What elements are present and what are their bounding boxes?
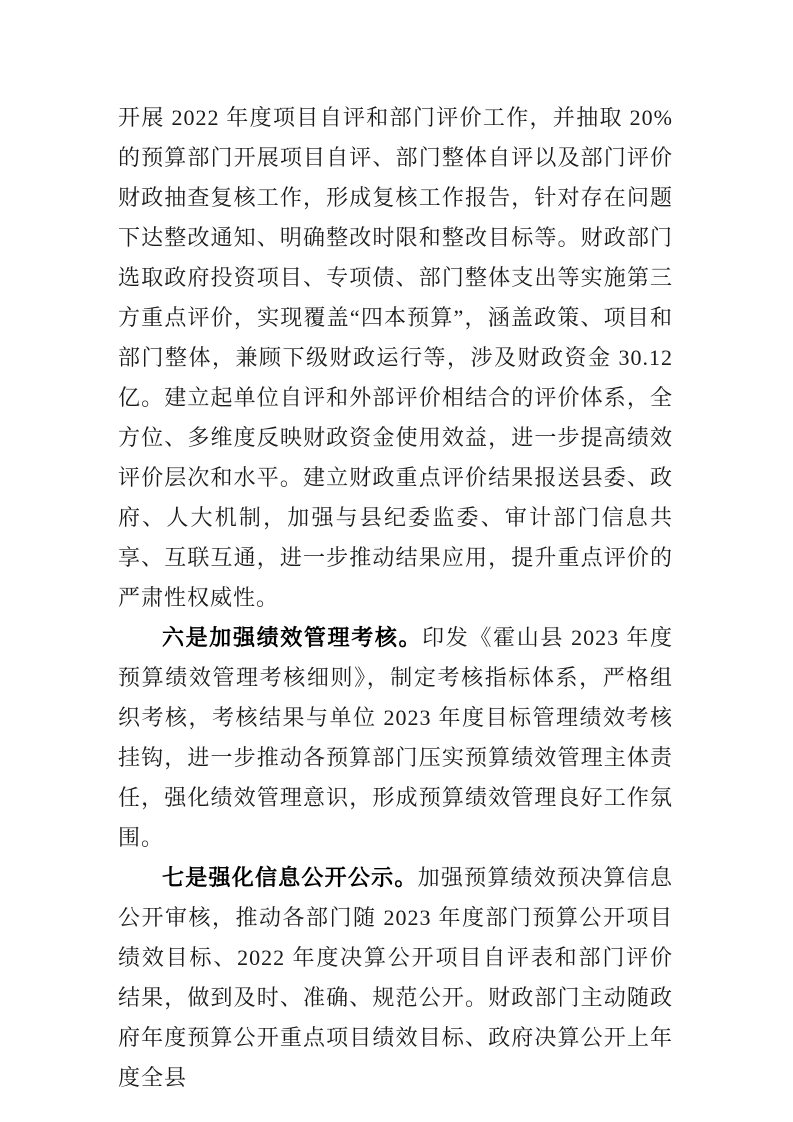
paragraph-lead: 七是强化信息公开公示。 [162,865,418,890]
paragraph-text: 印发《霍山县 2023 年度预算绩效管理考核细则》，制定考核指标体系，严格组织考核，考核结果与单位 2023 年度目标管理绩效考核挂钩，进一步推动各预算部门压实预算绩效管理主体责任，强化绩效管理意识，形成预算绩效管理良好工作氛围。 [118,625,673,850]
paragraph-item-six [118,618,673,858]
paragraph-text: 加强预算绩效预决算信息公开审核，推动各部门随 2023 年度部门预算公开项目绩效目标、2022 年度决算公开项目自评表和部门评价结果，做到及时、准确、规范公开。财政部门主动随政府年度预算公开重点项目绩效目标、政府决算公开上年度全县 [118,865,673,1090]
paragraph-text: 开展 2022 年度项目自评和部门评价工作，并抽取 20% 的预算部门开展项目自评、部门整体自评以及部门评价财政抽查复核工作，形成复核工作报告，针对存在问题下达整改通知、明确整改时限和整改目标等。财政部门选取政府投资项目、专项债、部门整体支出等实施第三方重点评价，实现覆盖“四本预算”，涵盖政策、项目和部门整体，兼顾下级财政运行等，涉及财政资金 30.12 亿。建立起单位自评和外部评价相结合的评价体系，全方位、多维度反映财政资金使用效益，进一步提高绩效评价层次和水平。建立财政重点评价结果报送县委、政府、人大机制，加强与县纪委监委、审计部门信息共享、互联互通，进一步推动结果应用，提升重点评价的严肃性权威性。 [118,105,673,610]
paragraph-continuation [118,98,673,618]
paragraph-item-seven [118,858,673,1098]
document-body [118,98,673,1098]
paragraph-lead: 六是加强绩效管理考核。 [162,625,423,650]
